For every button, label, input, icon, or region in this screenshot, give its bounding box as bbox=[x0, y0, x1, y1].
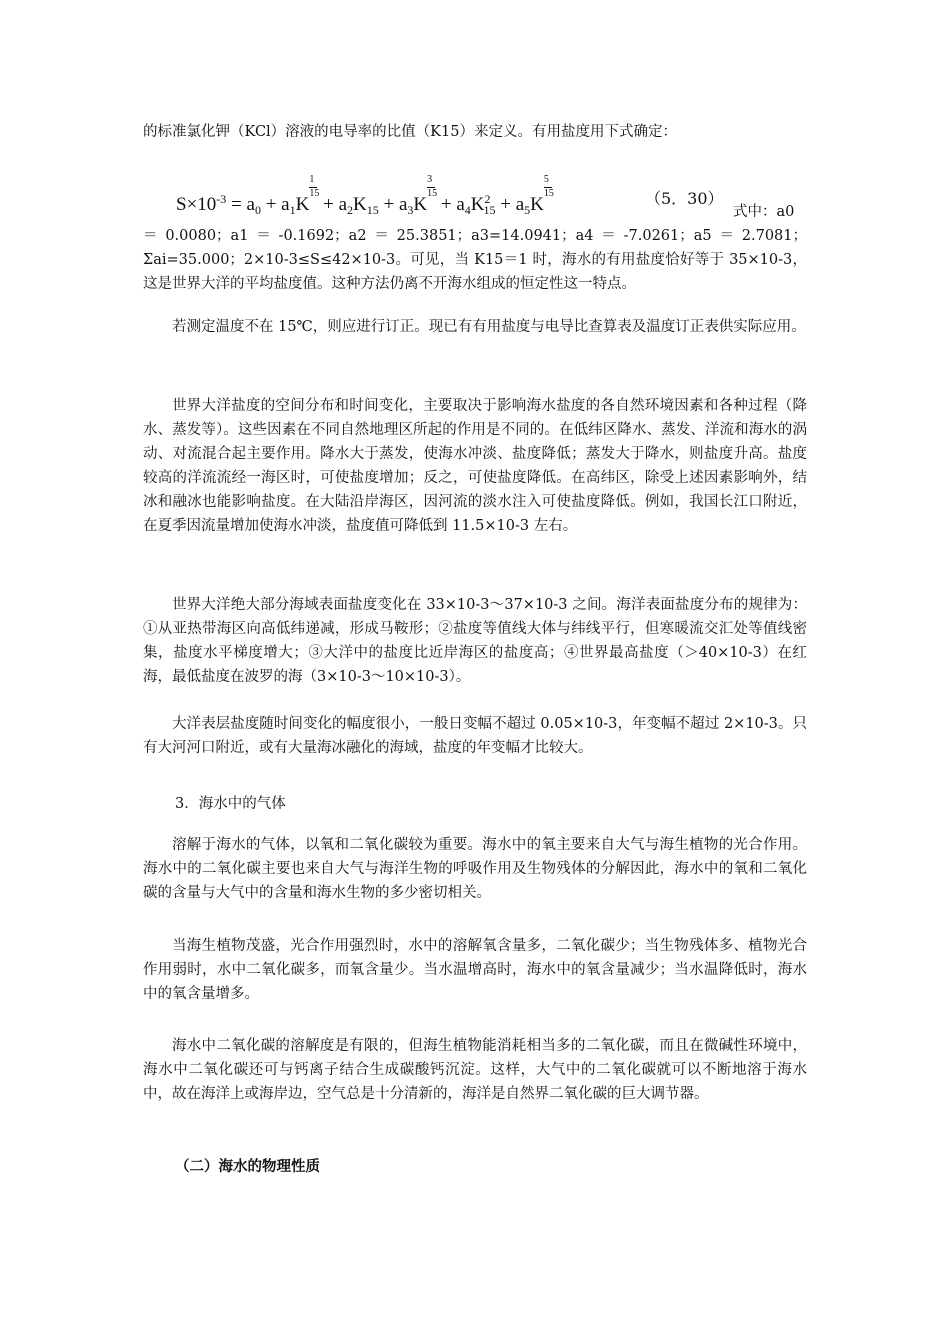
paragraph-coefficients: ＝0.0080；a1＝-0.1692；a2＝25.3851；a3=14.0941；a4＝-7.0261；a5＝2.7081；Σai=35.000；2×10-3≤S≤42×10-3。可见，当 K15＝1 时，海水的有用盐度恰好等于 35×10-3，这是世界大洋的平均盐度值。这种方法仍离不开海水组成的恒定性这一特点。 bbox=[143, 228, 807, 292]
paragraph-gas-2: 当海生植物茂盛，光合作用强烈时，水中的溶解氧含量多，二氧化碳少；当生物残体多、植物光合作用弱时，水中二氧化碳多，而氧含量少。当水温增高时，海水中的氧含量减少；当水温降低时，海水中的氧含量增多。 bbox=[143, 938, 807, 1002]
paragraph-gas-1: 溶解于海水的气体，以氧和二氧化碳较为重要。海水中的氧主要来自大气与海生植物的光合作用。海水中的二氧化碳主要也来自大气与海洋生物的呼吸作用及生物残体的分解因此，海水中的氧和二氧化碳的含量与大气中的含量和海水生物的多少密切相关。 bbox=[143, 837, 807, 901]
section-heading-gas: 3．海水中的气体 bbox=[175, 796, 286, 812]
paragraph-intro: 的标准氯化钾（KCl）溶液的电导率的比值（K15）来定义。有用盐度用下式确定： bbox=[143, 124, 677, 140]
salinity-formula: $S\times 10^{-3} = a_0 + a_1K$ $\frac{1}{15}$ + $a_2K_{15} + a_3K$ $\frac{3}{15}$ + $a_4K^2_{15} + a_5K$ $\frac{5}{15}$ bbox=[176, 174, 554, 217]
paragraph-gas-3: 海水中二氧化碳的溶解度是有限的，但海生植物能消耗相当多的二氧化碳，而且在微碱性环境中，海水中二氧化碳还可与钙离子结合生成碳酸钙沉淀。这样，大气中的二氧化碳就可以不断地溶于海水中，故在海洋上或海岸边，空气总是十分清新的，海洋是自然界二氧化碳的巨大调节器。 bbox=[143, 1038, 807, 1102]
paragraph-temperature: 若测定温度不在 15℃，则应进行订正。现已有有用盐度与电导比查算表及温度订正表供实际应用。 bbox=[172, 319, 806, 335]
paragraph-spatial: 世界大洋盐度的空间分布和时间变化，主要取决于影响海水盐度的各自然环境因素和各种过程（降水、蒸发等）。这些因素在不同自然地理区所起的作用是不同的。在低纬区降水、蒸发、洋流和海水的涡动、对流混合起主要作用。降水大于蒸发，使海水冲淡、盐度降低；蒸发大于降水，则盐度升高。盐度较高的洋流流经一海区时，可使盐度增加；反之，可使盐度降低。在高纬区，除受上述因素影响外，结冰和融冰也能影响盐度。在大陆沿岸海区，因河流的淡水注入可使盐度降低。例如，我国长江口附近，在夏季因流量增加使海水冲淡，盐度值可降低到 11.5×10-3 左右。 bbox=[143, 398, 807, 534]
paragraph-temporal: 大洋表层盐度随时间变化的幅度很小，一般日变幅不超过 0.05×10-3，年变幅不超过 2×10-3。只有大河河口附近，或有大量海冰融化的海域，盐度的年变幅才比较大。 bbox=[143, 716, 807, 756]
section-heading-physical: （二）海水的物理性质 bbox=[175, 1159, 320, 1175]
paragraph-surface: 世界大洋绝大部分海域表面盐度变化在 33×10-3～37×10-3 之间。海洋表面盐度分布的规律为：①从亚热带海区向高低纬递减，形成马鞍形；②盐度等值线大体与纬线平行，但寒暖流交汇处等值线密集，盐度水平梯度增大；③大洋中的盐度比近岸海区的盐度高；④世界最高盐度（＞40×10-3）在红海，最低盐度在波罗的海（3×10-3～10×10-3）。 bbox=[143, 597, 807, 685]
equation-number: （5．30） bbox=[645, 189, 724, 208]
formula-trailing-text: 式中：a0 bbox=[733, 204, 795, 220]
